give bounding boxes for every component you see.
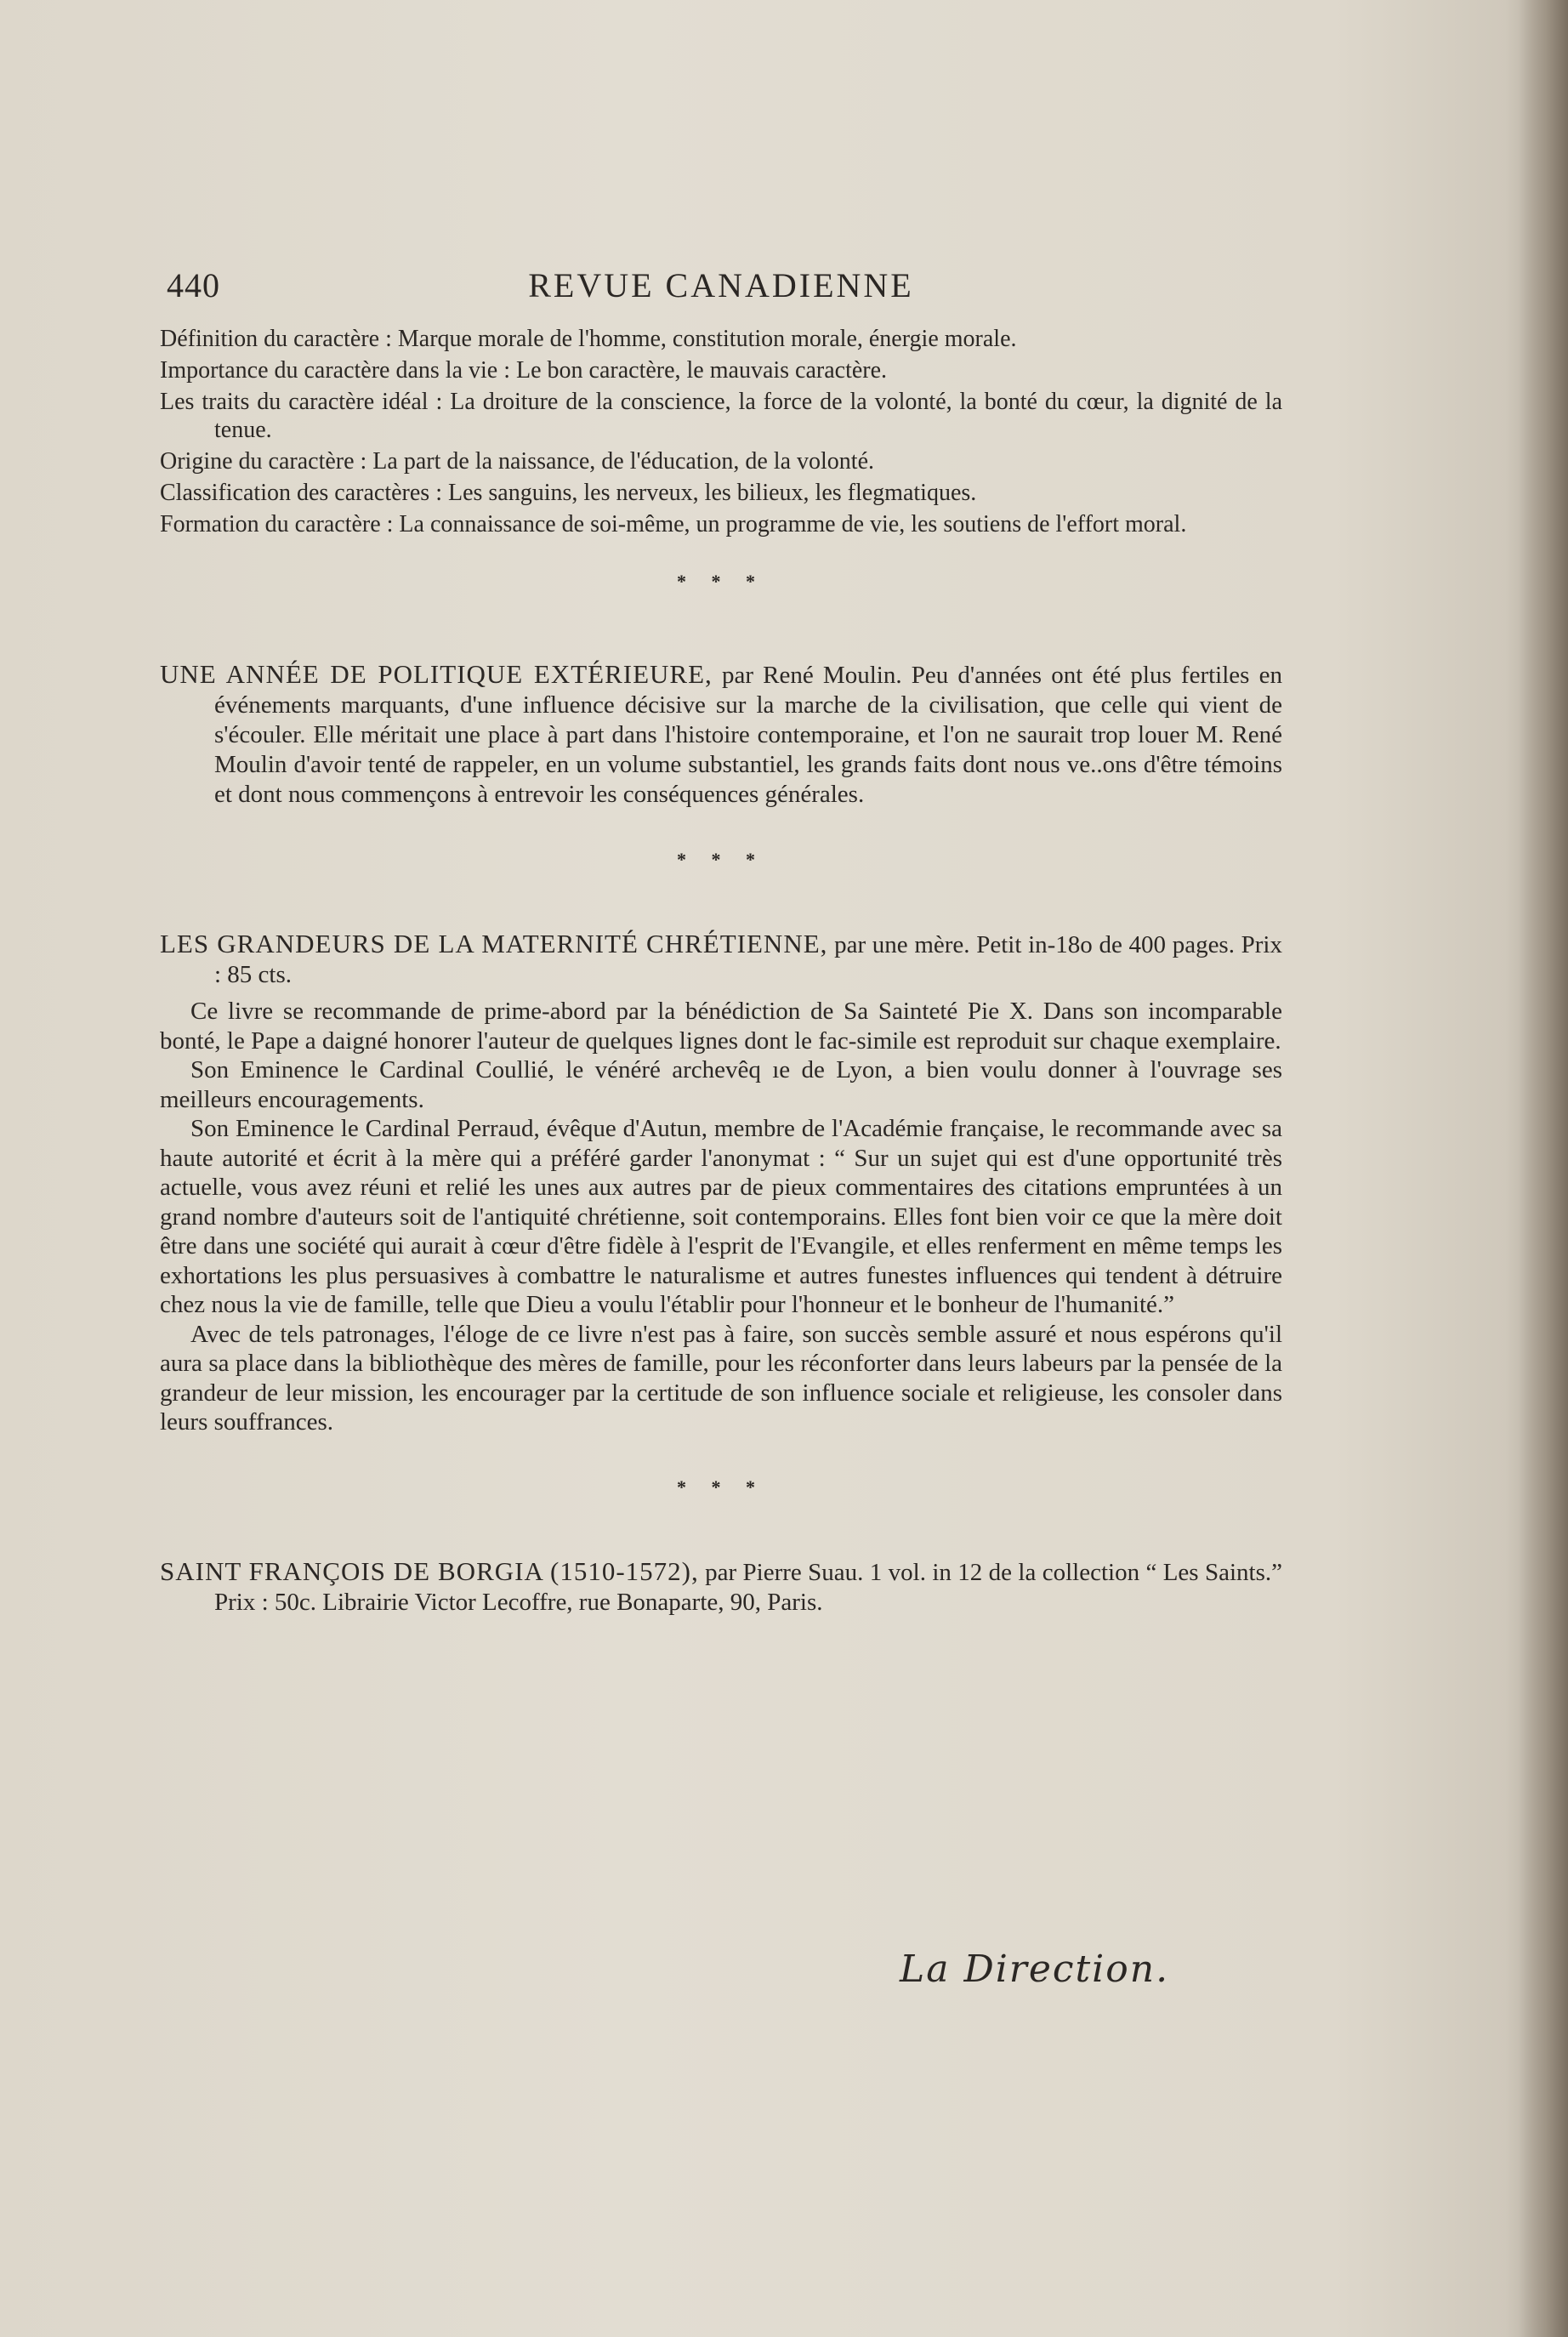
book-title: SAINT FRANÇOIS DE BORGIA (1510-1572), [160,1555,699,1586]
book-title: UNE ANNÉE DE POLITIQUE EXTÉRIEURE, [160,659,713,689]
book-notice-maternite [160,929,1282,990]
running-title: REVUE CANADIENNE [528,266,914,304]
character-outline [160,325,1282,538]
book-notice-body: par une mère. Petit in-18o de 400 pages. Prix : 85 cts. [214,931,1282,988]
section-separator: * * * [677,849,765,870]
outline-item: Origine du caractère : La part de la naissance, de l'éducation, de la volonté. [160,448,874,475]
section-separator: * * * [677,1476,765,1498]
outline-item: Les traits du caractère idéal : La droiture de la conscience, la force de la volonté, la bonté du cœur, la dignité de la tenue. [160,389,1282,443]
outline-item: Formation du caractère : La connaissance de soi-même, un programme de vie, les soutiens de l'effort moral. [160,511,1187,537]
review-paragraph: Son Eminence le Cardinal Perraud, évêque d'Autun, membre de l'Académie française, le recommande avec sa haute autorité et écrit à la mère qui a préféré garder l'anonymat : “ Sur un sujet qui est d'une opportunité très actuelle, vous avez réuni et relié les unes aux autres par de pieux commentaires des citations empruntées à un grand nombre d'auteurs soit de l'antiquité chrétienne, soit contemporains. Elles font bien voir ce que la mère doit être dans une société qui aurait à cœur d'être fidèle à l'esprit de l'Evangile, et elles renferment en même temps les exhortations les plus persuasives à combattre le naturalisme et autres funestes influences qui tendent à détruire chez nous la vie de famille, telle que Dieu a voulu l'établir pour l'honneur et le bonheur de l'humanité.” [160,1115,1282,1318]
outline-item: Classification des caractères : Les sanguins, les nerveux, les bilieux, les flegmatiques. [160,480,977,506]
review-paragraph: Son Eminence le Cardinal Coullié, le vénéré archevêq ıe de Lyon, a bien voulu donner à l'ouvrage ses meilleurs encouragements. [160,1056,1282,1113]
review-paragraph: Avec de tels patronages, l'éloge de ce livre n'est pas à faire, son succès semble assuré et nous espérons qu'il aura sa place dans la bibliothèque des mères de famille, pour les réconforter dans leurs labeurs par la pensée de la grandeur de leur mission, les encourager par la certitude de son influence sociale et religieuse, les consoler dans leurs souffrances. [160,1320,1282,1436]
page-content [160,255,1282,1618]
review-paragraph: Ce livre se recommande de prime-abord par la bénédiction de Sa Sainteté Pie X. Dans son incomparable bonté, le Pape a daigné honorer l'auteur de quelques lignes dont le fac-simile est reproduit sur chaque exemplaire. [160,998,1282,1055]
book-title: LES GRANDEURS DE LA MATERNITÉ CHRÉTIENNE, [160,929,828,958]
page-edge-shadow [1519,0,1568,2337]
outline-item: Importance du caractère dans la vie : Le bon caractère, le mauvais caractère. [160,357,888,384]
book-notice-body: par René Moulin. Peu d'années ont été plus fertiles en événements marquants, d'une influence décisive sur la marche de la civilisation, que celle qui vient de s'écouler. Elle méritait une place à part dans l'histoire contemporaine, et l'on ne saurait trop louer M. René Moulin d'avoir tenté de rappeler, en un volume substantiel, les grands faits dont nous ve..ons d'être témoins et dont nous commençons à entrevoir les conséquences générales. [214,662,1282,808]
book-notice-politique [160,659,1282,810]
section-separator: * * * [677,571,765,592]
book-notice-body: par Pierre Suau. 1 vol. in 12 de la collection “ Les Saints.” Prix : 50c. Librairie Victor Lecoffre, rue Bonaparte, 90, Paris. [214,1558,1282,1616]
signature: La Direction. [900,1948,1170,1991]
page-header [160,255,1282,325]
book-notice-borgia [160,1556,1282,1618]
outline-item: Définition du caractère : Marque morale de l'homme, constitution morale, énergie morale. [160,326,1017,352]
page-number: 440 [167,266,220,304]
